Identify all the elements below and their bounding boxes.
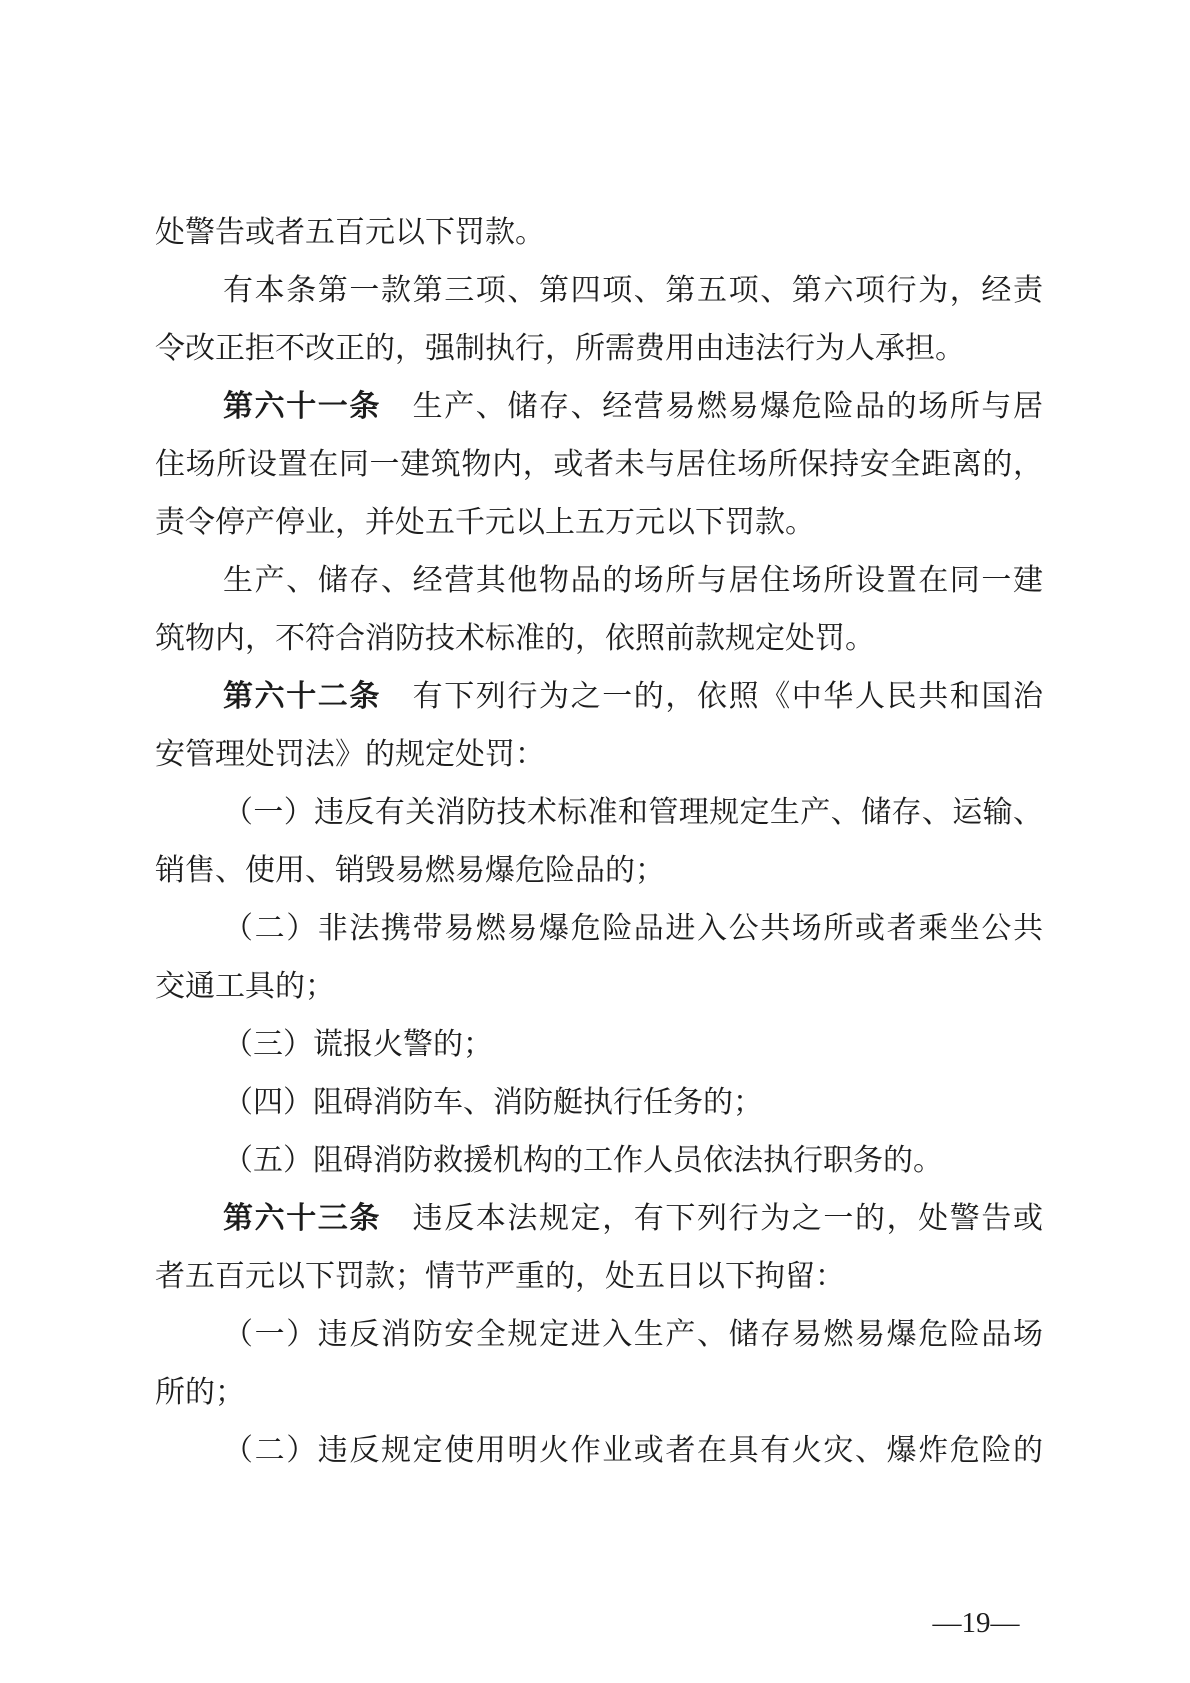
line-text: （二）违反规定使用明火作业或者在具有火灾、爆炸危险的 (223, 1434, 1043, 1467)
article-number: 第六十三条 (223, 1202, 381, 1235)
text-line (155, 436, 1043, 494)
line-text: 有下列行为之一的，依照《中华人民共和国治 (381, 680, 1043, 713)
line-text: （四）阻碍消防车、消防艇执行任务的； (223, 1086, 763, 1119)
line-text: （五）阻碍消防救援机构的工作人员依法执行职务的。 (223, 1144, 943, 1177)
line-text: （一）违反消防安全规定进入生产、储存易燃易爆危险品场 (223, 1318, 1043, 1351)
text-line (155, 1248, 1043, 1306)
line-text: 销售、使用、销毁易燃易爆危险品的； (155, 854, 665, 887)
line-text: 者五百元以下罚款；情节严重的，处五日以下拘留： (155, 1260, 845, 1293)
article-number: 第六十二条 (223, 680, 381, 713)
line-text: 处警告或者五百元以下罚款。 (155, 216, 545, 249)
text-line (155, 552, 1043, 610)
document-body (155, 204, 1043, 1480)
text-line (155, 1364, 1043, 1422)
line-text: 筑物内，不符合消防技术标准的，依照前款规定处罚。 (155, 622, 875, 655)
text-line (155, 1132, 1043, 1190)
line-text: （三）谎报火警的； (223, 1028, 493, 1061)
line-text: 生产、储存、经营其他物品的场所与居住场所设置在同一建 (223, 564, 1043, 597)
text-line (155, 1016, 1043, 1074)
text-line (155, 204, 1043, 262)
line-text: （一）违反有关消防技术标准和管理规定生产、储存、运输、 (223, 796, 1043, 829)
line-text: 违反本法规定，有下列行为之一的，处警告或 (381, 1202, 1043, 1235)
text-line (155, 668, 1043, 726)
text-line (155, 726, 1043, 784)
text-line (155, 378, 1043, 436)
page-number: —19— (932, 1607, 1020, 1639)
line-text: 令改正拒不改正的，强制执行，所需费用由违法行为人承担。 (155, 332, 965, 365)
line-text: 交通工具的； (155, 970, 335, 1003)
text-line (155, 842, 1043, 900)
text-line (155, 262, 1043, 320)
line-text: 安管理处罚法》的规定处罚： (155, 738, 545, 771)
text-line (155, 1422, 1043, 1480)
text-line (155, 784, 1043, 842)
text-line (155, 494, 1043, 552)
text-line (155, 958, 1043, 1016)
line-text: 有本条第一款第三项、第四项、第五项、第六项行为，经责 (223, 274, 1043, 307)
line-text: 生产、储存、经营易燃易爆危险品的场所与居 (381, 390, 1043, 423)
text-line (155, 1074, 1043, 1132)
text-line (155, 610, 1043, 668)
line-text: 责令停产停业，并处五千元以上五万元以下罚款。 (155, 506, 815, 539)
line-text: （二）非法携带易燃易爆危险品进入公共场所或者乘坐公共 (223, 912, 1043, 945)
text-line (155, 1190, 1043, 1248)
article-number: 第六十一条 (223, 390, 381, 423)
line-text: 所的； (155, 1376, 245, 1409)
text-line (155, 900, 1043, 958)
text-line (155, 1306, 1043, 1364)
line-text: 住场所设置在同一建筑物内，或者未与居住场所保持安全距离的， (155, 448, 1043, 481)
text-line (155, 320, 1043, 378)
